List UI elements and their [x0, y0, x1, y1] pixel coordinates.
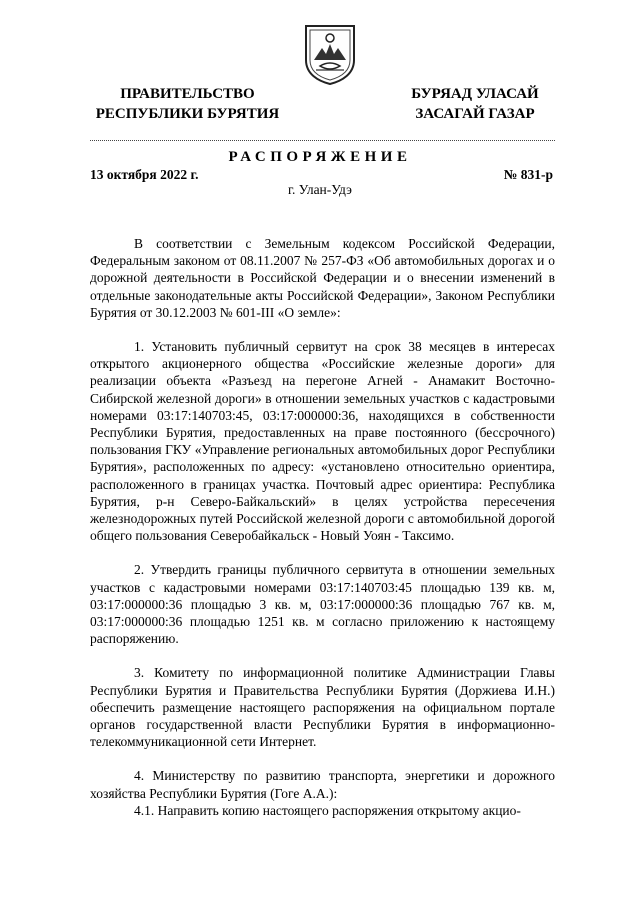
org-line: РЕСПУБЛИКИ БУРЯТИЯ — [95, 106, 280, 122]
clause-2: 2. Утвердить границы публичного сервитута в отношении земельных участков с кадастровыми номерами 03:17:140703:45 площадью 139 кв. м, 03:17:000000:36 площадью 3 кв. м, 03:17:000000:36 площадью 767 кв. м, 03:17:000000:36 площадью 1251 кв. м согласно приложению к настоящему распоряжению. — [90, 562, 555, 647]
document-body — [90, 235, 555, 819]
document-title: РАСПОРЯЖЕНИЕ — [228, 149, 412, 165]
clause-4: 4. Министерству по развитию транспорта, энергетики и дорожного хозяйства Республики Бурятия (Гоге А.А.): — [90, 768, 555, 801]
coat-of-arms-icon — [300, 20, 360, 86]
document-date: 13 октября 2022 г. — [90, 167, 199, 182]
preamble-paragraph: В соответствии с Земельным кодексом Российской Федерации, Федеральным законом от 08.11.2007 № 257-ФЗ «Об автомобильных дорогах и о дорожной деятельности в Российской Федерации и о внесении изменений в отдельные законодательные акты Российской Федерации», Законом Республики Бурятия от 30.12.2003 № 601-III «О земле»: — [90, 236, 555, 320]
clause-4-1: 4.1. Направить копию настоящего распоряжения открытому акцио- — [134, 802, 521, 818]
government-name-buryat — [400, 84, 550, 124]
org-line: БУРЯАД УЛАСАЙ — [411, 86, 539, 102]
clause-3: 3. Комитету по информационной политике Администрации Главы Республики Бурятия и Правительства Республики Бурятия (Доржиева И.Н.) обеспечить размещение настоящего распоряжения на официальном портале органов государственной власти Республики Бурятия в информационно-телекоммуникационной сети Интернет. — [90, 665, 555, 750]
government-name-russian — [90, 84, 285, 124]
clause-1: 1. Установить публичный сервитут на срок 38 месяцев в интересах открытого акционерного общества «Российские железные дороги» для реализации объекта «Разъезд на перегоне Агней - Анамакит Восточно-Сибирской железной дороги» в отношении земельных участков с кадастровыми номерами 03:17:140703:45, 03:17:000000:36, находящихся в собственности Республики Бурятия, предоставленных на праве постоянного (бессрочного) пользования ГКУ «Управление региональных автомобильных дорог Республики Бурятия», расположенных по адресу: «установлено относительно ориентира, расположенного в границах участка. Почтовый адрес ориентира: Республика Бурятия, р-н Северо-Байкальский» в целях устройства пересечения железнодорожных путей Российской железной дороги с автомобильной дорогой общего пользования Северобайкальск - Новый Уоян - Таксимо. — [90, 339, 555, 544]
header-divider — [90, 140, 555, 141]
org-line: ПРАВИТЕЛЬСТВО — [120, 86, 255, 102]
document-city: г. Улан-Удэ — [288, 182, 352, 197]
org-line: ЗАСАГАЙ ГАЗАР — [415, 106, 535, 122]
document-number: № 831-р — [503, 167, 553, 182]
